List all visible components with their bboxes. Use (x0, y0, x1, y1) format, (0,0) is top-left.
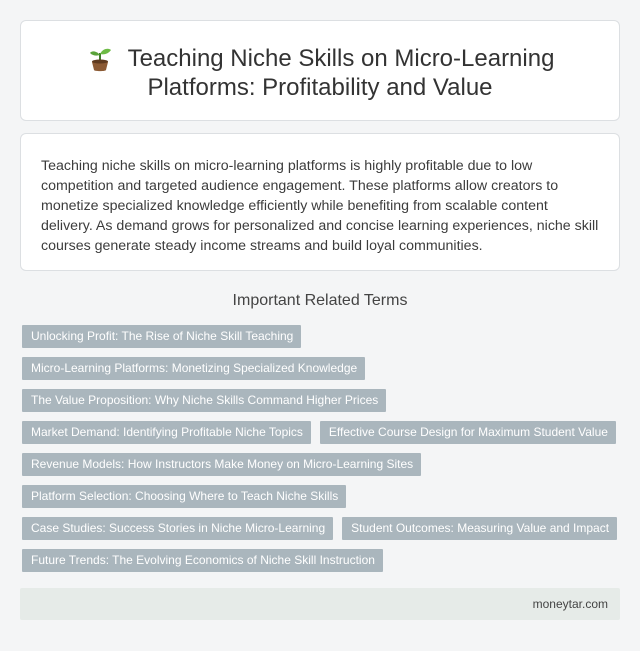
term-tag[interactable]: Revenue Models: How Instructors Make Money on Micro-Learning Sites (22, 453, 421, 476)
term-tag[interactable]: Platform Selection: Choosing Where to Teach Niche Skills (22, 485, 346, 508)
term-tag[interactable]: Effective Course Design for Maximum Student Value (320, 421, 616, 444)
page-title-line1: Teaching Niche Skills on Micro-Learning (127, 45, 555, 72)
footer-bar (20, 588, 620, 620)
related-terms-heading: Important Related Terms (232, 292, 408, 309)
sprout-icon (86, 45, 114, 73)
term-tag[interactable]: Market Demand: Identifying Profitable Niche Topics (22, 421, 311, 444)
term-tag[interactable]: Case Studies: Success Stories in Niche Micro-Learning (22, 517, 333, 540)
page-title (128, 45, 555, 101)
term-tag[interactable]: Student Outcomes: Measuring Value and Impact (342, 517, 617, 540)
footer-site-link[interactable]: moneytar.com (532, 597, 608, 611)
term-tag[interactable]: Unlocking Profit: The Rise of Niche Skill Teaching (22, 325, 301, 348)
title-wrap (21, 44, 619, 102)
intro-card (20, 133, 620, 271)
term-tag[interactable]: The Value Proposition: Why Niche Skills Command Higher Prices (22, 389, 386, 412)
related-terms-list (22, 325, 622, 572)
title-card (20, 20, 620, 121)
page-title-line2: Platforms: Profitability and Value (147, 74, 493, 101)
term-tag[interactable]: Micro-Learning Platforms: Monetizing Specialized Knowledge (22, 357, 365, 380)
intro-paragraph: Teaching niche skills on micro-learning platforms is highly profitable due to low competition and targeted audience engagement. These platforms allow creators to monetize specialized knowledge efficiently while benefiting from scalable content delivery. As demand grows for personalized and concise learning experiences, niche skill courses generate steady income streams and build loyal communities. (41, 158, 599, 254)
term-tag[interactable]: Future Trends: The Evolving Economics of Niche Skill Instruction (22, 549, 383, 572)
